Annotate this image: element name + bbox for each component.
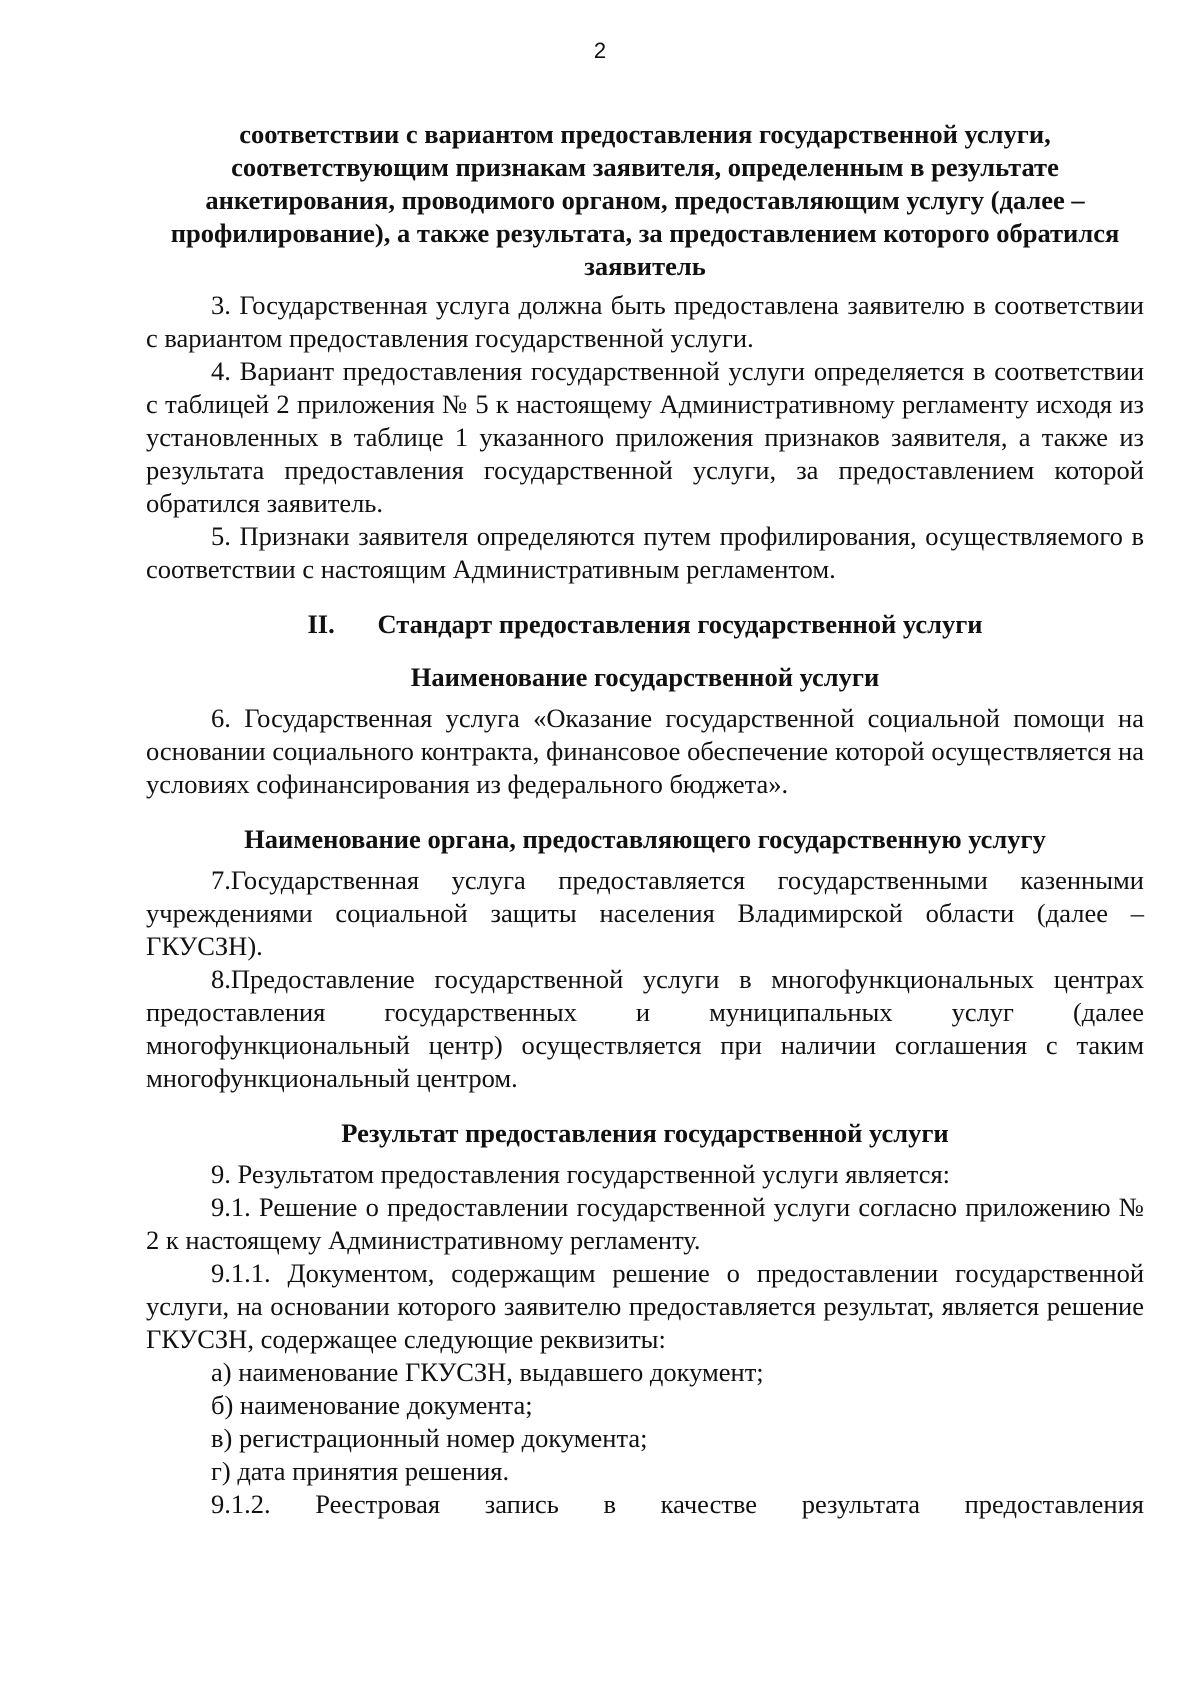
section-heading bbox=[146, 608, 1144, 641]
paragraph-7: 7.Государственная услуга предоставляется государственными казенными учреждениями социальной защиты населения Владимирской области (далее – ГКУСЗН). bbox=[146, 865, 1144, 961]
paragraph-5: 5. Признаки заявителя определяются путем профилирования, осуществляемого в соответствии с настоящим Административным регламентом. bbox=[146, 521, 1144, 584]
section-title: Стандарт предоставления государственной услуги bbox=[377, 609, 983, 639]
paragraph-9-1-2: 9.1.2. Реестровая запись в качестве результата предоставления bbox=[211, 1489, 1144, 1519]
list-item: в) регистрационный номер документа; bbox=[211, 1423, 648, 1453]
paragraph-3: 3. Государственная услуга должна быть предоставлена заявителю в соответствии с вариантом предоставления государственной услуги. bbox=[146, 290, 1144, 353]
list-item: г) дата принятия решения. bbox=[211, 1456, 510, 1486]
paragraph-9-1-1: 9.1.1. Документом, содержащим решение о предоставлении государственной услуги, на основании которого заявителю предоставляется результат, является решение ГКУСЗН, содержащее следующие реквизиты: bbox=[146, 1258, 1144, 1354]
paragraph-9-1: 9.1. Решение о предоставлении государственной услуги согласно приложению № 2 к настоящему Административному регламенту. bbox=[146, 1192, 1144, 1255]
paragraph-4: 4. Вариант предоставления государственной услуги определяется в соответствии с таблицей 2 приложения № 5 к настоящему Административному регламенту исходя из установленных в таблице 1 указанного приложения признаков заявителя, а также из результата предоставления государственной услуги, за предоставлением которой обратился заявитель. bbox=[146, 356, 1144, 518]
paragraph-6: 6. Государственная услуга «Оказание государственной социальной помощи на основании социального контракта, финансовое обеспечение которой осуществляется на условиях софинансирования из федерального бюджета». bbox=[146, 703, 1144, 799]
list-item: б) наименование документа; bbox=[211, 1390, 533, 1420]
section-number: II. bbox=[307, 609, 335, 639]
document-body bbox=[146, 118, 1144, 1521]
paragraph-9: 9. Результатом предоставления государственной услуги является: bbox=[211, 1159, 951, 1189]
page-number: 2 bbox=[593, 38, 607, 63]
subsection-title-authority: Наименование органа, предоставляющего государственную услугу bbox=[244, 824, 1046, 854]
list-item: а) наименование ГКУСЗН, выдавшего документ; bbox=[211, 1357, 764, 1387]
intro-heading: соответствии с вариантом предоставления государственной услуги, соответствующим признакам заявителя, определенным в результате анкетирования, проводимого органом, предоставляющим услугу (далее – профилирование), а также результата, за предоставлением которого обратился заявитель bbox=[170, 119, 1120, 281]
subsection-title-result: Результат предоставления государственной услуги bbox=[341, 1118, 949, 1148]
subsection-title-service-name: Наименование государственной услуги bbox=[410, 662, 880, 692]
paragraph-8: 8.Предоставление государственной услуги в многофункциональных центрах предоставления государственных и муниципальных услуг (далее многофункциональный центр) осуществляется при наличии соглашения с таким многофункциональный центром. bbox=[146, 964, 1144, 1093]
